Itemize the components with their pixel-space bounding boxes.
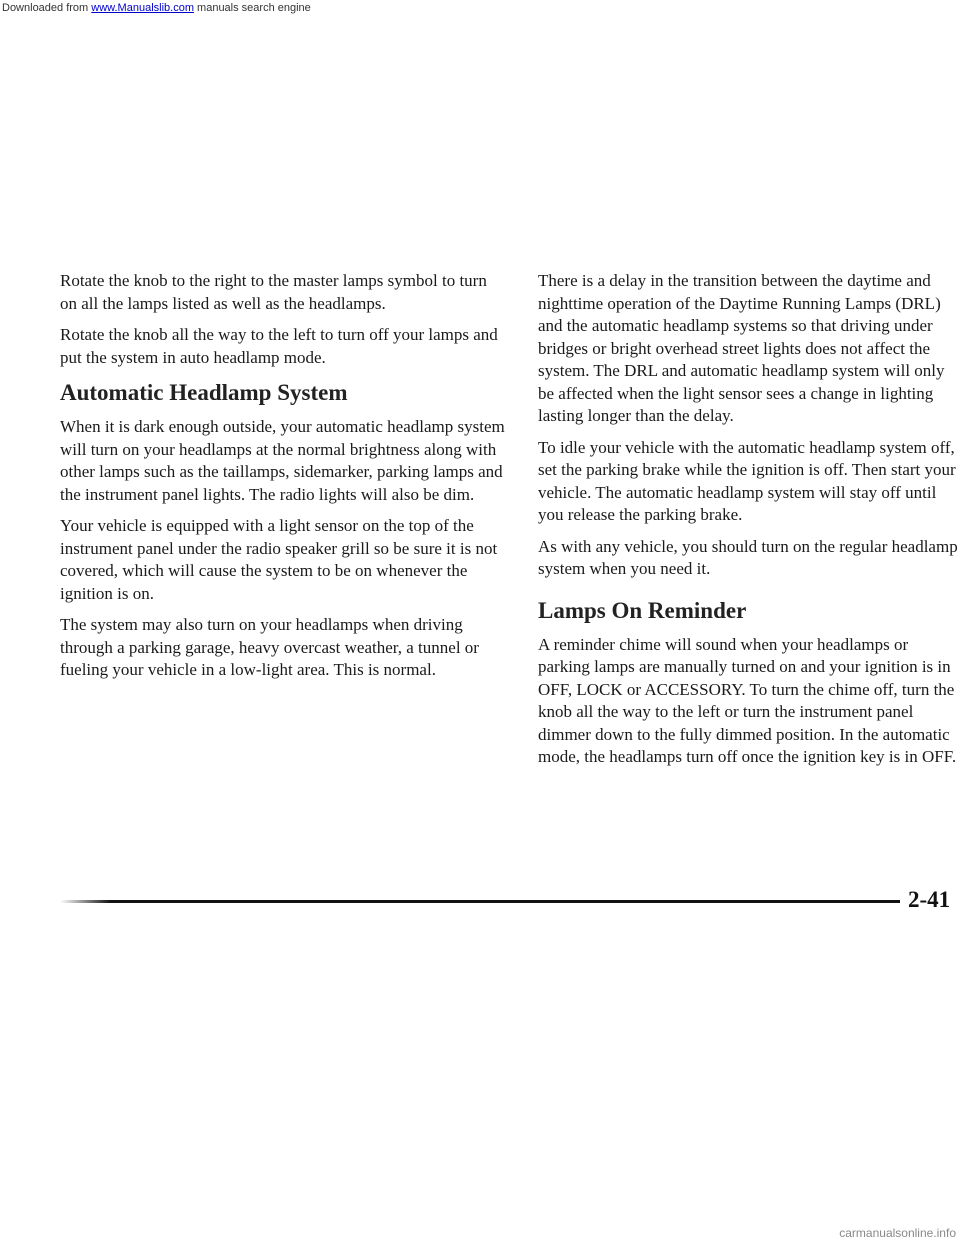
paragraph-parking-garage: The system may also turn on your headlamps when driving through a parking garage, heavy overcast weather, a tunnel or fueling your vehicle in a low-light area. This is normal.	[60, 615, 479, 679]
paragraph-idle-vehicle: To idle your vehicle with the automatic headlamp system off, set the parking brake while the ignition is off. Then start your vehicle. The automatic headlamp system will stay off until you release the parking brake.	[538, 437, 956, 524]
paragraph-master-lamps: Rotate the knob to the right to the master lamps symbol to turn on all the lamps listed as well as the headlamps.	[60, 271, 487, 313]
download-banner	[0, 0, 960, 15]
footer-rule	[60, 900, 900, 903]
manualslib-link[interactable]: www.Manualslib.com	[91, 2, 194, 14]
paragraph-auto-mode: Rotate the knob all the way to the left to turn off your lamps and put the system in auto headlamp mode.	[60, 325, 498, 367]
heading-lamps-on-reminder: Lamps On Reminder	[538, 597, 747, 623]
paragraph-regular-headlamp: As with any vehicle, you should turn on the regular headlamp system when you need it.	[538, 536, 958, 578]
paragraph-drl-delay: There is a delay in the transition between the daytime and nighttime operation of the Daytime Running Lamps (DRL) and the automatic headlamp systems so that driving under bridges or bright overhead street lights does not affect the system. The DRL and automatic headlamp system will only be affected when the light sensor sees a change in lighting lasting longer than the delay.	[538, 271, 945, 425]
right-column	[538, 270, 958, 778]
banner-prefix: Downloaded from	[2, 2, 92, 14]
heading-automatic-headlamp-system: Automatic Headlamp System	[60, 380, 348, 405]
left-column	[60, 270, 508, 691]
paragraph-light-sensor: Your vehicle is equipped with a light sensor on the top of the instrument panel under the radio speaker grill so be sure it is not covered, which will cause the system to be on whenever the ignition is on.	[60, 516, 498, 603]
page-number: 2-41	[908, 887, 951, 912]
watermark: carmanualsonline.info	[839, 1226, 956, 1240]
paragraph-dark-outside: When it is dark enough outside, your automatic headlamp system will turn on your headlamps at the normal brightness along with other lamps such as the taillamps, sidemarker, parking lamps and the instrument panel lights. The radio lights will also be dim.	[60, 417, 505, 504]
paragraph-reminder-chime: A reminder chime will sound when your headlamps or parking lamps are manually turned on and your ignition is in OFF, LOCK or ACCESSORY. To turn the chime off, turn the knob all the way to the left or turn the instrument panel dimmer down to the fully dimmed position. In the automatic mode, the headlamps turn off once the ignition key is in OFF.	[538, 634, 957, 766]
banner-suffix: manuals search engine	[193, 2, 311, 14]
